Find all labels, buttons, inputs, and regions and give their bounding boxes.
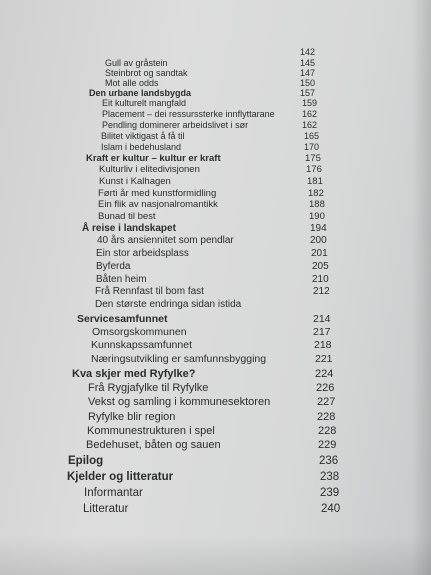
toc-entry-title: Den største endringa sidan istida (95, 299, 242, 310)
toc-entry-page: 224 (315, 368, 334, 380)
toc-entry-page: 159 (302, 98, 318, 108)
toc-entry-page: 217 (313, 326, 331, 338)
toc-entry-page: 218 (314, 339, 332, 351)
toc-entry-page: 182 (308, 188, 324, 199)
toc-entry-title: Epilog (68, 455, 104, 467)
toc-entry-title: Førti år med kunstformidling (98, 188, 217, 199)
toc-entry-title: Ein flik av nasjonalromantikk (98, 199, 218, 210)
toc-entry-page: 240 (321, 503, 341, 515)
toc-entry-title: 40 års ansiennitet som pendlar (97, 235, 234, 246)
toc-entry-title: Placement – dei ressurssterke innflyttarane (102, 109, 275, 119)
toc-entry-page: 214 (313, 313, 331, 325)
toc-entry-title: Kunst i Kalhagen (99, 176, 171, 187)
toc-entry-page: 145 (300, 58, 316, 68)
toc-entry-page: 157 (300, 88, 316, 98)
toc-entry-page: 162 (302, 120, 318, 130)
toc-entry-title: Eit kulturelt mangfald (102, 98, 187, 108)
toc-entry-title: Informantar (84, 487, 143, 499)
toc-entry-page: 221 (315, 353, 333, 365)
toc-entry-title: Frå Rygjafylke til Ryfylke (88, 382, 209, 394)
toc-entry-page: 175 (305, 153, 321, 164)
toc-entry-page: 201 (311, 248, 328, 259)
page-shadow (411, 0, 431, 575)
toc-entry-page: 226 (316, 382, 335, 394)
toc-entry-title: Å reise i landskapet (82, 223, 176, 234)
toc-entry-page: 210 (312, 274, 329, 285)
toc-entry-title: Den urbane landsbygda (89, 88, 192, 98)
toc-entry-title: Bunad til best (98, 211, 156, 222)
toc-entry-title: Omsorgskommunen (92, 326, 187, 338)
toc-entry-page: 170 (304, 142, 320, 152)
toc-entry-title: Næringsutvikling er samfunnsbygging (91, 353, 267, 365)
toc-entry-title: Ein stor arbeidsplass (96, 248, 189, 259)
toc-entry-title: Kva skjer med Ryfylke? (72, 368, 196, 380)
toc-entry-title: Bedehuset, båten og sauen (86, 439, 221, 451)
toc-entry-page: 236 (319, 455, 339, 467)
toc-entry-title: Mot alle odds (105, 78, 159, 88)
toc-entry-page: 239 (320, 487, 340, 499)
toc-entry-page: 162 (302, 109, 318, 119)
toc-entry-page: 194 (310, 223, 327, 234)
page-shadow (0, 535, 431, 575)
toc-entry-title: Steinbrot og sandtak (105, 68, 188, 78)
toc-entry-page: 190 (309, 211, 325, 222)
toc-entry-title: Ryfylke blir region (88, 411, 176, 423)
toc-entry-title: Servicesamfunnet (77, 313, 168, 325)
toc-entry-page: 176 (306, 164, 322, 175)
toc-entry-title: Bilitet viktigast å få til (101, 131, 185, 141)
toc-entry-title: Kjelder og litteratur (67, 471, 174, 483)
toc-entry-title: Gull av gråstein (105, 58, 168, 68)
toc-entry-title: Islam i bedehusland (101, 142, 182, 152)
toc-entry-page: 181 (307, 176, 323, 187)
toc-entry-page: 165 (304, 131, 320, 141)
toc-entry-title: Byferda (96, 261, 131, 272)
toc-entry-page: 227 (317, 396, 336, 408)
toc-entry-title: Kraft er kultur – kultur er kraft (86, 153, 221, 164)
toc-entry-title: Kommunestrukturen i spel (87, 425, 215, 437)
toc-entry-title: Litteratur (83, 503, 129, 515)
toc-entry-page: 205 (312, 261, 329, 272)
toc-entry-page: 228 (318, 425, 337, 437)
toc-entry-title: Kunnskapssamfunnet (91, 339, 192, 351)
toc-entry-page: 200 (310, 235, 327, 246)
toc-entry-page: 142 (300, 47, 316, 57)
toc-entry-page: 238 (320, 471, 340, 483)
toc-entry-page: 228 (317, 411, 336, 423)
toc-entry-page: 229 (318, 439, 337, 451)
toc-entry-title: Frå Rennfast til bom fast (95, 286, 204, 297)
toc-entry-title: Pendling dominerer arbeidslivet i sør (102, 120, 249, 130)
toc-entry-page: 147 (300, 68, 316, 78)
toc-entry-page: 150 (300, 78, 316, 88)
toc-entry-page: 212 (313, 286, 330, 297)
toc-entry-title: Båten heim (96, 274, 147, 285)
toc-entry-title: Vekst og samling i kommunesektoren (88, 396, 271, 408)
toc-entry-page: 188 (309, 199, 325, 210)
toc-entry-title: Kulturliv i elitedivisjonen (99, 164, 200, 175)
